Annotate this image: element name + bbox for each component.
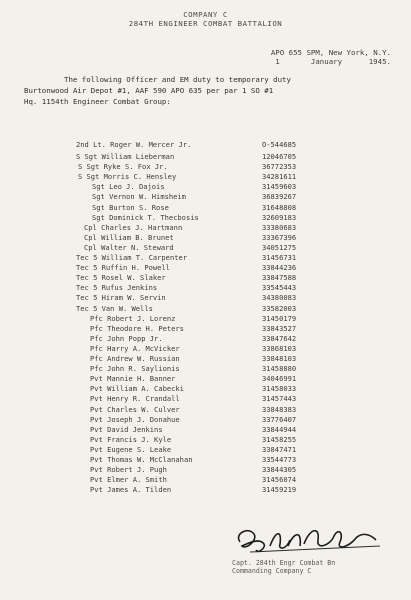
- roster-entry: Pvt James A. Tilden: [90, 485, 172, 495]
- roster-serial-number: 33380683: [262, 222, 297, 232]
- roster-serial-number: 31457443: [262, 394, 297, 404]
- roster-serial-number: 33776407: [262, 414, 297, 424]
- roster-entry: Sgt Vernon W. Himsheim: [92, 192, 186, 202]
- roster-serial-number: 34051275: [262, 242, 297, 252]
- handwritten-signature: [230, 520, 390, 560]
- roster-entry: S Sgt Ryke S. Fox Jr.: [78, 162, 168, 172]
- roster-serial-number: 33844944: [262, 424, 297, 434]
- signature-command-line: Commanding Company C: [232, 567, 312, 575]
- roster-serial-number: 31458880: [262, 364, 297, 374]
- intro-paragraph: [24, 74, 394, 107]
- roster-serial-number: 12046705: [262, 152, 297, 161]
- roster-entry: Pvt Joseph J. Donahue: [90, 414, 180, 424]
- roster-serial-number: 31450179: [262, 313, 297, 323]
- roster-serial-number: O-544685: [262, 140, 297, 149]
- roster-serial-number: 34281611: [262, 172, 297, 182]
- roster-serial-number: 33868103: [262, 343, 297, 353]
- roster-entry: 2nd Lt. Roger W. Mercer Jr.: [76, 140, 192, 149]
- roster-entry: Sgt Burton S. Rose: [92, 202, 169, 212]
- roster-serial-number: 32609183: [262, 212, 297, 222]
- roster-entry: Tec 5 Ruffin H. Powell: [76, 263, 170, 273]
- roster-entry: Pvt William A. Cabecki: [90, 384, 184, 394]
- roster-entry: Pvt Elmer A. Smith: [90, 475, 167, 485]
- roster-serial-number: 33848103: [262, 354, 297, 363]
- roster-serial-number: 33367396: [262, 232, 297, 242]
- roster-serial-number: 31459603: [262, 182, 297, 192]
- roster-entry: Pfc John R. Saylionis: [90, 364, 180, 374]
- roster-entry: Pfc Andrew W. Russian: [90, 354, 180, 363]
- roster-serial-number: 34380083: [262, 293, 297, 303]
- roster-serial-number: 31458033: [262, 384, 297, 394]
- roster-serial-number: 33847471: [262, 444, 297, 454]
- roster-entry: Cpl Charles J. Hartmann: [84, 222, 183, 232]
- roster-serial-number: 31456074: [262, 475, 297, 485]
- intro-line-2: Burtonwood Air Depot #1, AAF 590 APO 635 per par 1 SO #1: [24, 86, 274, 95]
- roster-serial-number: 33844236: [262, 263, 297, 273]
- roster-serial-number: 33847588: [262, 273, 297, 283]
- roster-entry: Sgt Leo J. Dajois: [92, 182, 165, 192]
- roster-entry: Pvt Charles W. Culver: [90, 404, 180, 414]
- roster-entry: Pvt Thomas W. McClanahan: [90, 455, 193, 464]
- company-heading: COMPANY C: [183, 10, 228, 19]
- roster-entry: Cpl William B. Brunet: [84, 232, 174, 242]
- battalion-heading: 284TH ENGINEER COMBAT BATTALION: [128, 19, 283, 28]
- roster-entry: Pfc Harry A. McVicker: [90, 343, 180, 353]
- roster-serial-number: 33843527: [262, 323, 297, 333]
- roster-entry: Cpl Walter N. Steward: [84, 242, 174, 252]
- roster-serial-number: 33844305: [262, 465, 297, 475]
- roster-entry: Pvt Robert J. Pugh: [90, 465, 167, 475]
- roster-serial-number: 31459219: [262, 485, 297, 495]
- roster-serial-number: 33582003: [262, 303, 297, 313]
- roster-serial-number: 33847642: [262, 333, 297, 343]
- roster-entry: S Sgt Morris C. Hensley: [78, 172, 177, 182]
- roster-entry: Pfc John Popp Jr.: [90, 333, 163, 343]
- roster-serial-number: 36839267: [262, 192, 297, 202]
- roster-entry: Pvt Eugene S. Leake: [90, 444, 172, 454]
- roster-serial-number: 36772353: [262, 162, 297, 172]
- apo-line: APO 655 SPM, New York, N.Y.: [270, 48, 391, 57]
- roster-serial-number: 33848383: [262, 404, 297, 414]
- roster-serial-number: 31456731: [262, 253, 297, 262]
- roster-entry: Pfc Robert J. Lorenz: [90, 313, 176, 323]
- roster-entry: Tec 5 Rufus Jenkins: [76, 283, 158, 293]
- roster-serial-number: 31458255: [262, 434, 297, 444]
- intro-line-3: Hq. 1154th Engineer Combat Group:: [24, 97, 171, 106]
- roster-entry: Pvt Henry R. Crandall: [90, 394, 180, 404]
- roster-entry: Tec 5 William T. Carpenter: [76, 253, 188, 262]
- roster-serial-number: 31648808: [262, 202, 297, 212]
- roster-entry: Tec 5 Hiram W. Servin: [76, 293, 166, 303]
- roster-entry: Tec 5 Van W. Wells: [76, 303, 153, 313]
- roster-entry: S Sgt William Lieberman: [76, 152, 175, 161]
- roster-entry: Pfc Theodore H. Peters: [90, 323, 184, 333]
- roster-serial-number: 34046991: [262, 374, 297, 384]
- signature-title-line: Capt. 284th Engr Combat Bn: [232, 559, 336, 567]
- roster-serial-number: 33544773: [262, 455, 297, 464]
- roster-entry: Tec 5 Rosel W. Slaker: [76, 273, 166, 283]
- roster-entry: Pvt Francis J. Kyle: [90, 434, 172, 444]
- roster-entry: Pvt Mannie H. Banner: [90, 374, 176, 384]
- roster-serial-number: 33545443: [262, 283, 297, 293]
- intro-line-1: The following Officer and EM duty to temporary duty: [64, 75, 291, 84]
- date-line: 1 January 1945.: [275, 57, 391, 66]
- roster-entry: Pvt David Jenkins: [90, 424, 163, 434]
- roster-entry: Sgt Dominick T. Thecbosis: [92, 212, 199, 222]
